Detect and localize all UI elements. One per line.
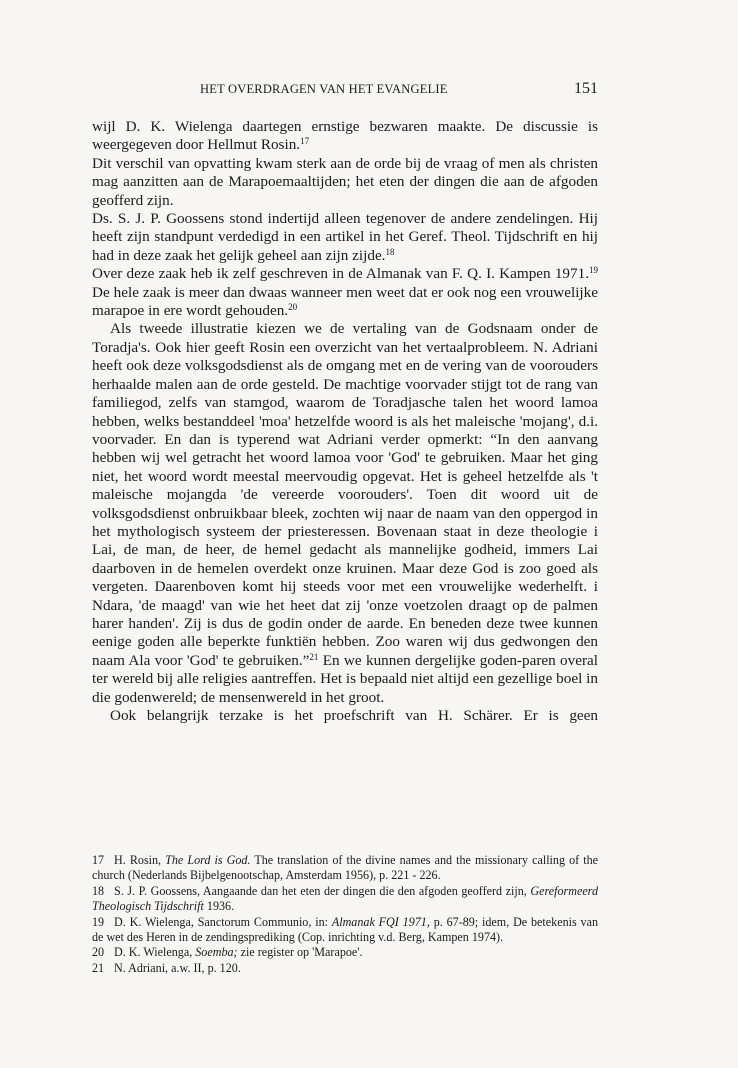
- text-run: De hele zaak is meer dan dwaas wanneer men weet dat er ook nog een vrouwelijke marapoe in ere wordt gehouden.: [92, 283, 598, 320]
- footnote-number: 21: [92, 961, 105, 976]
- text-run: Ook belangrijk terzake is het proefschrift van H. Schärer. Er is geen: [110, 707, 598, 724]
- paragraph: [92, 320, 598, 707]
- italic-text: Soemba;: [195, 945, 238, 960]
- text-run: zie register op 'Marapoe'.: [237, 945, 363, 960]
- footnote: [92, 945, 598, 960]
- footnote-number: 20: [92, 945, 105, 960]
- paragraph: [92, 707, 598, 725]
- text-run: wijl D. K. Wielenga daartegen ernstige bezwaren maakte. De discussie is weergegeven door Hellmut Rosin.: [92, 118, 598, 154]
- paragraph: [92, 265, 598, 320]
- text-run: D. K. Wielenga,: [114, 945, 196, 960]
- text-run: H. Rosin,: [114, 853, 166, 867]
- text-run: En we kunnen dergelijke goden-paren overal ter wereld bij alle religies aantreffen. Het is bepaald niet altijd een gezellige boel in die godenwereld; de mensenwereld in het groot.: [92, 651, 598, 706]
- text-run: p. 67-89; idem, De betekenis van de wet des Heren in de zendingsprediking (Cop. inrichting v.d. Berg, Kampen 1974).: [92, 914, 598, 944]
- footnote-reference: 21: [309, 651, 319, 662]
- paragraph: [92, 210, 598, 265]
- footnote-reference: 18: [385, 246, 395, 257]
- paragraph: [92, 155, 598, 210]
- text-run: Als tweede illustratie kiezen we de vertaling van de Godsnaam onder de Toradja's. Ook hier geeft Rosin een overzicht van het vertaalprobleem. N. Adriani heeft ook deze volksgodsdienst als de omgang met en de vering van de voorouders herhaalde malen aan de orde gesteld. De machtige voorvader stijgt tot de rang van familiegod, zelfs van stamgod, waarom de Toradjasche talen het woord lamoa hebben, welks bestanddeel 'moa' hetzelfde woord is als het maleische 'mojang', d.i. voorvader. En dan is typerend wat Adriani verder opmerkt: “In den aanvang hebben wij wel getracht het woord lamoa voor 'God' te gebruiken. Maar het ging niet, het woord wordt meestal meervoudig opgevat. Het is geheel hetzelfde als 't maleische mojangda 'de vereerde voorouders'. Toen dit woord uit de volksgodsdienst onbruikbaar bleek, zochten wij naar de naam van den oppergod in het mythologisch systeem der priesteressen. Bovenaan staat in deze theologie i Lai, de man, de heer, de hemel gedacht als mannelijke godheid, immers Lai daarboven in de hemelen overdekt onze kruinen. Maar deze God is zoo goed als vergeten. Daarenboven komt hij steeds voor met een vrouwelijke wederhelft. i Ndara, 'de maagd' van wie het heet dat zij 'onze voetzolen draagt op de palmen harer handen'. Zij is dus de godin onder de aarde. En beneden deze twee kunnen eenige goden alle beperkte funktiën hebben. Zoo waren wij dus gedwongen den naam Ala voor 'God' te gebruiken.”: [92, 320, 598, 669]
- text-run: Ds. S. J. P. Goossens stond indertijd alleen tegenover de andere zendelingen. Hij heeft zijn standpunt verdedigd in een artikel in het Geref. Theol. Tijdschrift en hij had in deze zaak het gelijk geheel aan zijn zijde.: [92, 210, 598, 264]
- body-text: [92, 118, 598, 725]
- footnote-reference: 20: [288, 302, 298, 313]
- text-run: S. J. P. Goossens, Aangaande dan het eten der dingen die den afgoden geofferd zijn,: [114, 883, 531, 898]
- text-run: Over deze zaak heb ik zelf geschreven in de Almanak van F. Q. I. Kampen 1971.: [92, 265, 589, 283]
- text-run: N. Adriani, a.w. II, p. 120.: [114, 961, 241, 976]
- italic-text: Gereformeerd Theologisch Tijdschrift: [92, 883, 598, 913]
- footnotes: [92, 853, 598, 977]
- footnote-number: 18: [92, 883, 105, 898]
- footnote-reference: 17: [300, 136, 310, 147]
- footnote-number: 17: [92, 853, 105, 867]
- footnote: [92, 853, 598, 883]
- text-run: 1936.: [203, 898, 235, 913]
- running-title: HET OVERDRAGEN VAN HET EVANGELIE: [200, 82, 448, 96]
- paragraph: [92, 118, 598, 155]
- footnote: [92, 884, 598, 914]
- page-number: 151: [574, 80, 598, 97]
- footnote-reference: 19: [589, 265, 598, 276]
- footnote: [92, 961, 598, 976]
- text-run: D. K. Wielenga, Sanctorum Communio, in:: [114, 914, 332, 929]
- text-run: Dit verschil van opvatting kwam sterk aan de orde bij de vraag of men als christen mag aanzitten aan de Marapoemaaltijden; het eten der dingen die aan de afgoden geofferd zijn.: [92, 154, 598, 209]
- footnote: [92, 915, 598, 945]
- page-header: [92, 80, 598, 102]
- footnote-number: 19: [92, 914, 105, 929]
- italic-text: Almanak FQI 1971,: [331, 914, 430, 929]
- italic-text: The Lord is God.: [165, 853, 251, 867]
- text-run: The translation of the divine names and the missionary calling of the church (Nederlands Bijbelgenootschap, Amsterdam 1956), p. 221 - 226.: [92, 853, 598, 882]
